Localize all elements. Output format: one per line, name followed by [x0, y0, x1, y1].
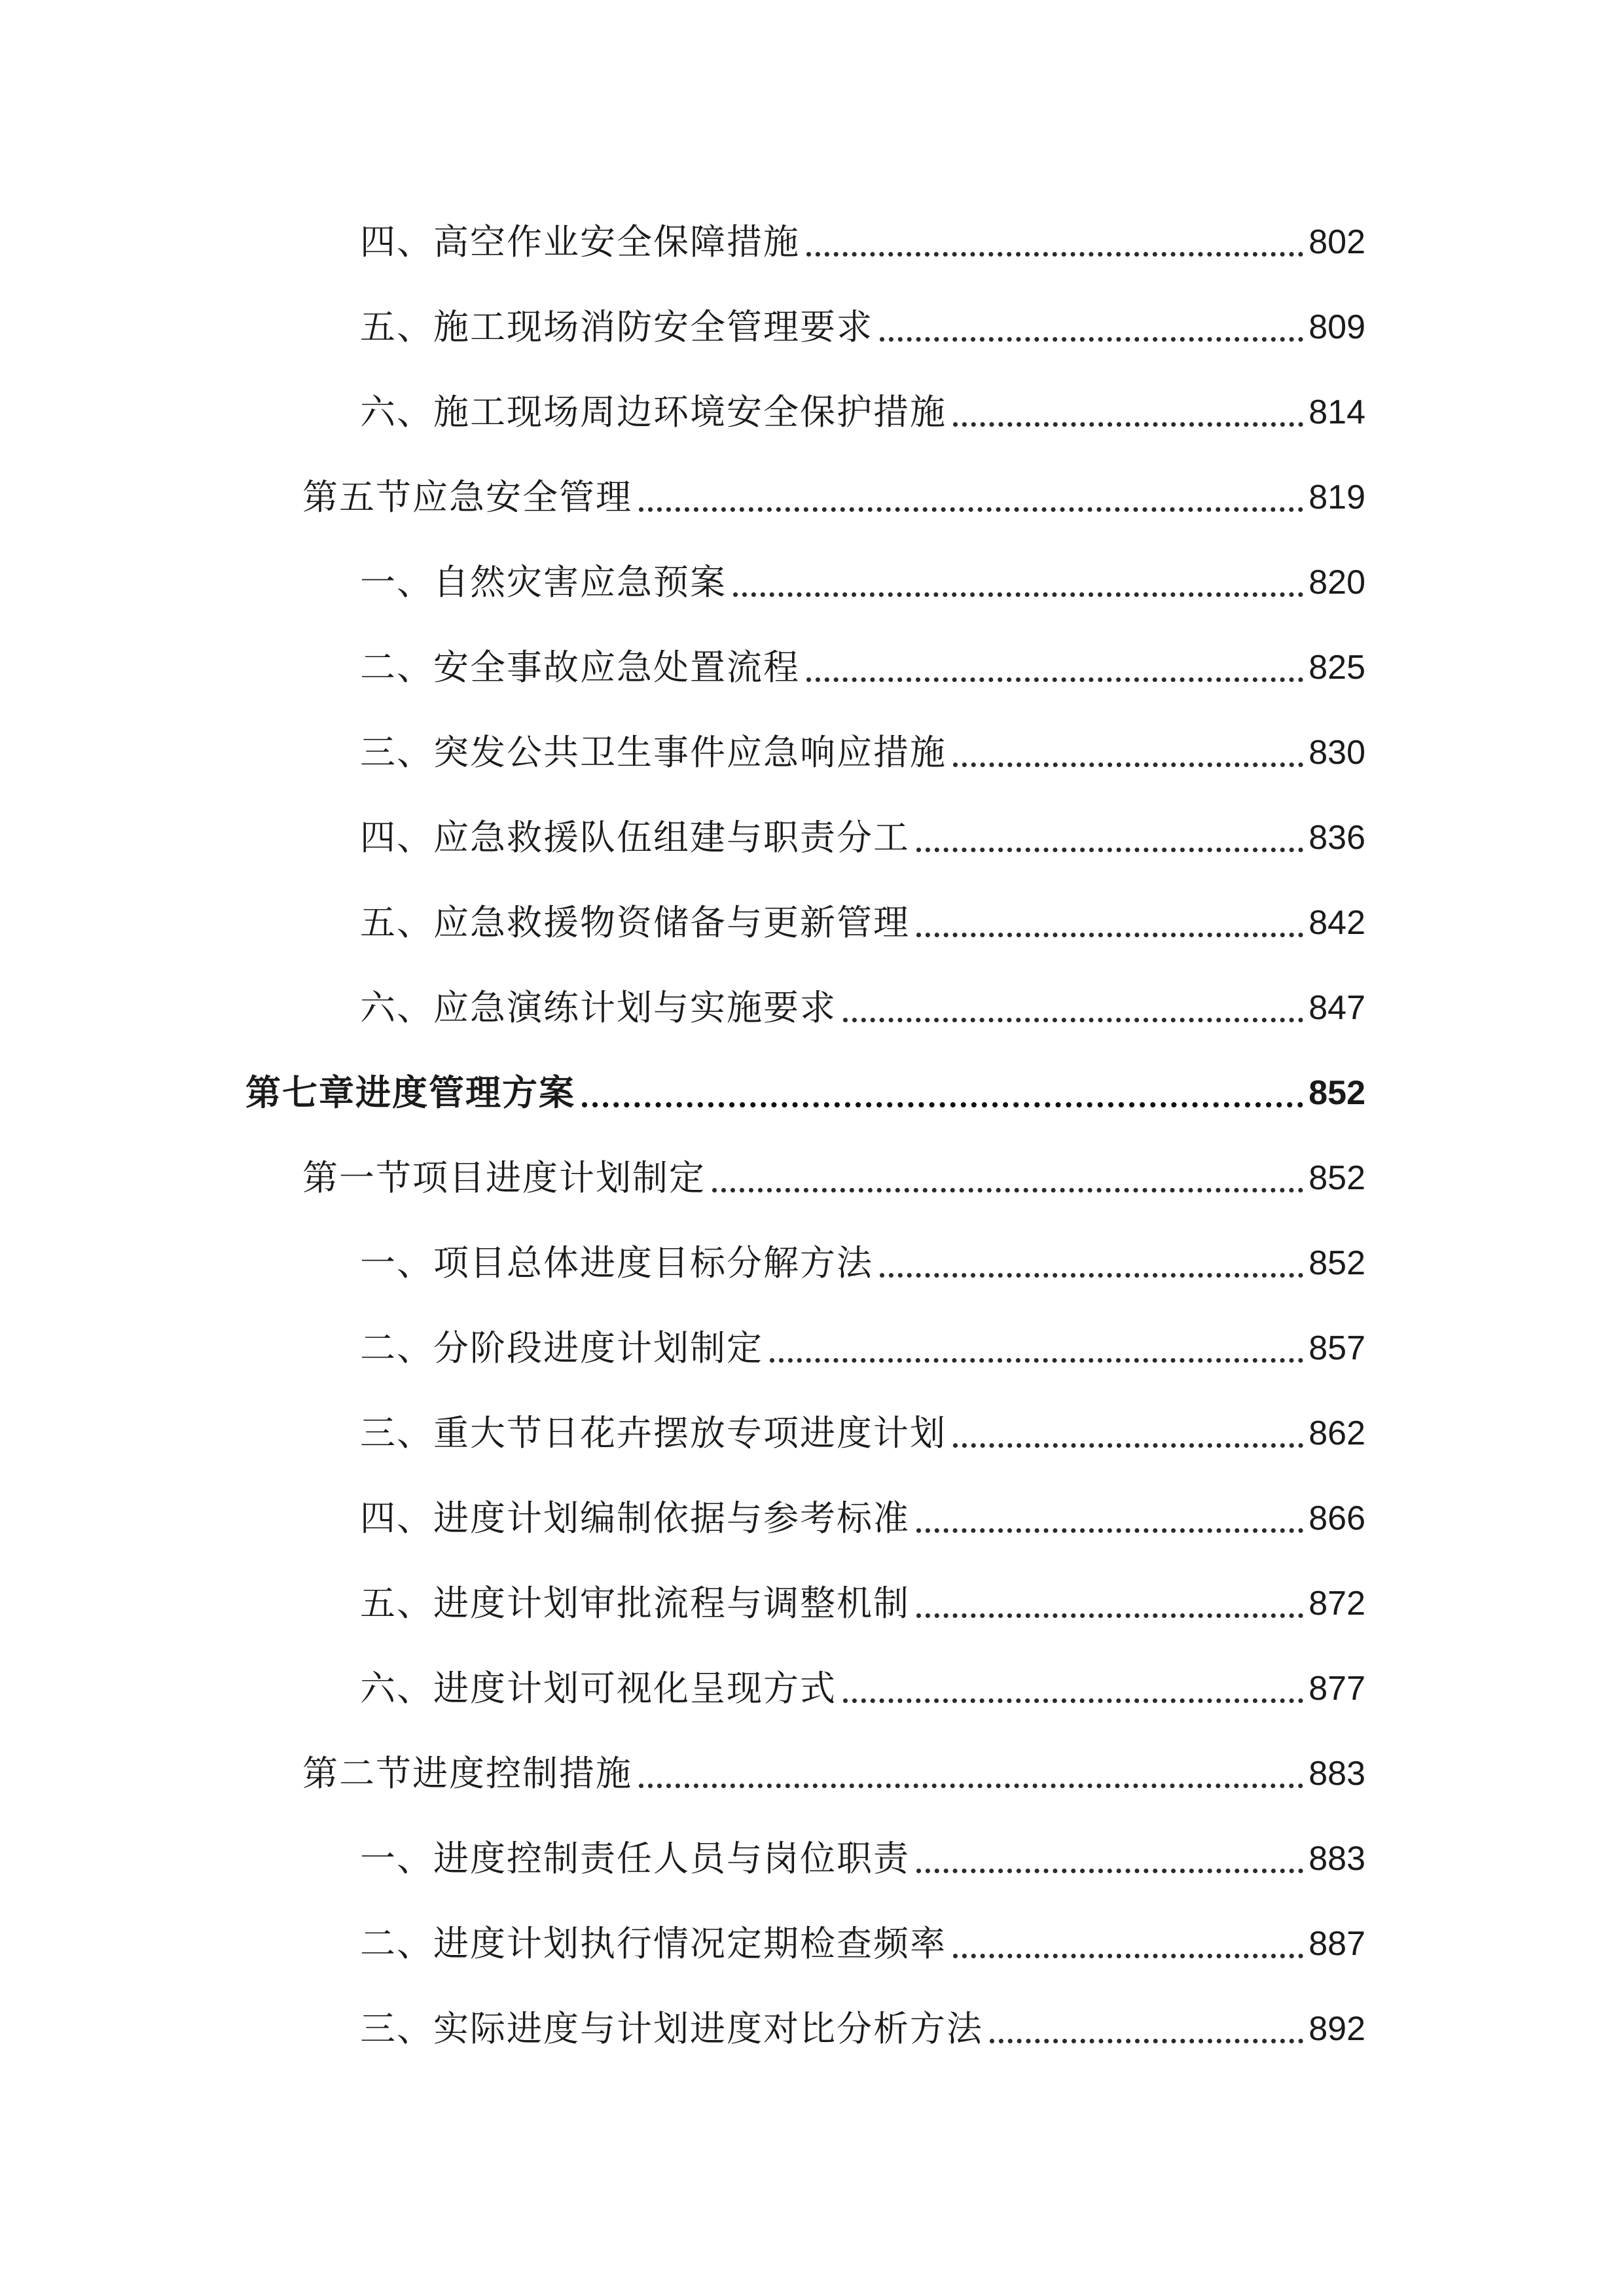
toc-entry-title: 第二节进度控制措施 [302, 1753, 632, 1794]
toc-entry-title: 三、突发公共卫生事件应急响应措施 [360, 732, 947, 773]
toc-entry[interactable] [360, 812, 1365, 864]
dot-leader [639, 507, 1303, 512]
toc-entry-page: 836 [1308, 819, 1365, 857]
toc-entry[interactable] [360, 301, 1365, 353]
toc-entry-title: 六、应急演练计划与实施要求 [360, 987, 837, 1028]
dot-leader [953, 1954, 1303, 1958]
toc-entry-title: 一、进度控制责任人员与岗位职责 [360, 1838, 910, 1879]
toc-entry-page: 892 [1308, 2010, 1365, 2048]
dot-leader [916, 1869, 1303, 1873]
toc-entry[interactable] [360, 1833, 1365, 1885]
toc-entry[interactable] [360, 726, 1365, 779]
dot-leader [953, 422, 1303, 427]
toc-entry-page: 814 [1308, 393, 1365, 431]
toc-entry-page: 852 [1308, 1244, 1365, 1282]
dot-leader [712, 1188, 1303, 1193]
toc-entry[interactable] [360, 1492, 1365, 1545]
toc-entry-title: 一、项目总体进度目标分解方法 [360, 1242, 873, 1283]
dot-leader [806, 677, 1303, 682]
toc-entry-title: 五、应急救援物资储备与更新管理 [360, 902, 910, 943]
toc-entry-page: 819 [1308, 478, 1365, 516]
toc-entry[interactable] [360, 386, 1365, 439]
toc-entry-page: 852 [1308, 1074, 1365, 1112]
toc-entry-title: 四、高空作业安全保障措施 [360, 221, 800, 262]
toc-entry[interactable] [360, 1918, 1365, 1970]
dot-leader [880, 337, 1303, 342]
dot-leader [916, 848, 1303, 852]
dot-leader [880, 1273, 1303, 1278]
dot-leader [843, 1698, 1303, 1703]
dot-leader [990, 2039, 1303, 2043]
toc-entry[interactable] [360, 556, 1365, 609]
toc-entry[interactable] [360, 2003, 1365, 2055]
toc-entry-title: 一、自然灾害应急预案 [360, 562, 727, 603]
toc-entry-title: 六、施工现场周边环境安全保护措施 [360, 391, 947, 433]
dot-leader [770, 1358, 1303, 1363]
toc-entry-title: 五、施工现场消防安全管理要求 [360, 306, 873, 348]
toc-entry[interactable] [360, 1407, 1365, 1460]
dot-leader [916, 1528, 1303, 1533]
toc-entry-page: 887 [1308, 1925, 1365, 1963]
toc-entry-page: 872 [1308, 1585, 1365, 1623]
toc-entry-title: 第一节项目进度计划制定 [302, 1157, 706, 1198]
toc-entry-page: 802 [1308, 223, 1365, 261]
toc-entry-page: 862 [1308, 1414, 1365, 1452]
toc-entry-chapter[interactable] [245, 1067, 1365, 1119]
toc-entry[interactable] [360, 1577, 1365, 1630]
dot-leader [733, 592, 1303, 597]
toc-entry-title: 二、分阶段进度计划制定 [360, 1327, 763, 1369]
dot-leader [639, 1784, 1303, 1788]
toc-entry[interactable] [360, 897, 1365, 949]
dot-leader [806, 252, 1303, 257]
toc-entry-title: 三、重大节日花卉摆放专项进度计划 [360, 1412, 947, 1454]
toc-entry[interactable] [360, 1322, 1365, 1374]
toc-entry[interactable] [360, 982, 1365, 1034]
toc-entry-section[interactable] [302, 1748, 1365, 1800]
toc-entry[interactable] [360, 1662, 1365, 1715]
toc-entry-title: 五、进度计划审批流程与调整机制 [360, 1583, 910, 1624]
toc-entry-title: 三、实际进度与计划进度对比分析方法 [360, 2008, 983, 2049]
toc-entry-page: 857 [1308, 1329, 1365, 1367]
toc-entry-page: 830 [1308, 734, 1365, 772]
toc-entry-page: 842 [1308, 904, 1365, 942]
toc-entry-page: 852 [1308, 1159, 1365, 1197]
toc-entry-section[interactable] [302, 1152, 1365, 1204]
dot-leader [843, 1018, 1303, 1022]
toc-entry-page: 883 [1308, 1840, 1365, 1878]
toc-entry[interactable] [360, 1237, 1365, 1289]
toc-entry-page: 883 [1308, 1755, 1365, 1793]
toc-entry-title: 六、进度计划可视化呈现方式 [360, 1668, 837, 1709]
toc-entry-page: 809 [1308, 308, 1365, 346]
toc-entry-title: 二、安全事故应急处置流程 [360, 647, 800, 688]
dot-leader [916, 933, 1303, 937]
dot-leader [953, 1443, 1303, 1448]
toc-entry-page: 847 [1308, 989, 1365, 1027]
toc-entry-page: 820 [1308, 564, 1365, 601]
toc-entry-page: 866 [1308, 1499, 1365, 1537]
toc-entry-page: 825 [1308, 649, 1365, 687]
toc-entry-title: 二、进度计划执行情况定期检查频率 [360, 1923, 947, 1964]
toc-entry-title: 四、进度计划编制依据与参考标准 [360, 1498, 910, 1539]
dot-leader [916, 1613, 1303, 1618]
dot-leader [582, 1102, 1303, 1107]
toc-entry[interactable] [360, 216, 1365, 268]
toc-entry-section[interactable] [302, 471, 1365, 524]
toc-entry[interactable] [360, 641, 1365, 694]
toc-entry-title: 四、应急救援队伍组建与职责分工 [360, 817, 910, 858]
toc-entry-title: 第七章进度管理方案 [245, 1072, 575, 1113]
dot-leader [953, 762, 1303, 767]
toc-entry-title: 第五节应急安全管理 [302, 476, 632, 518]
toc-entry-page: 877 [1308, 1670, 1365, 1708]
